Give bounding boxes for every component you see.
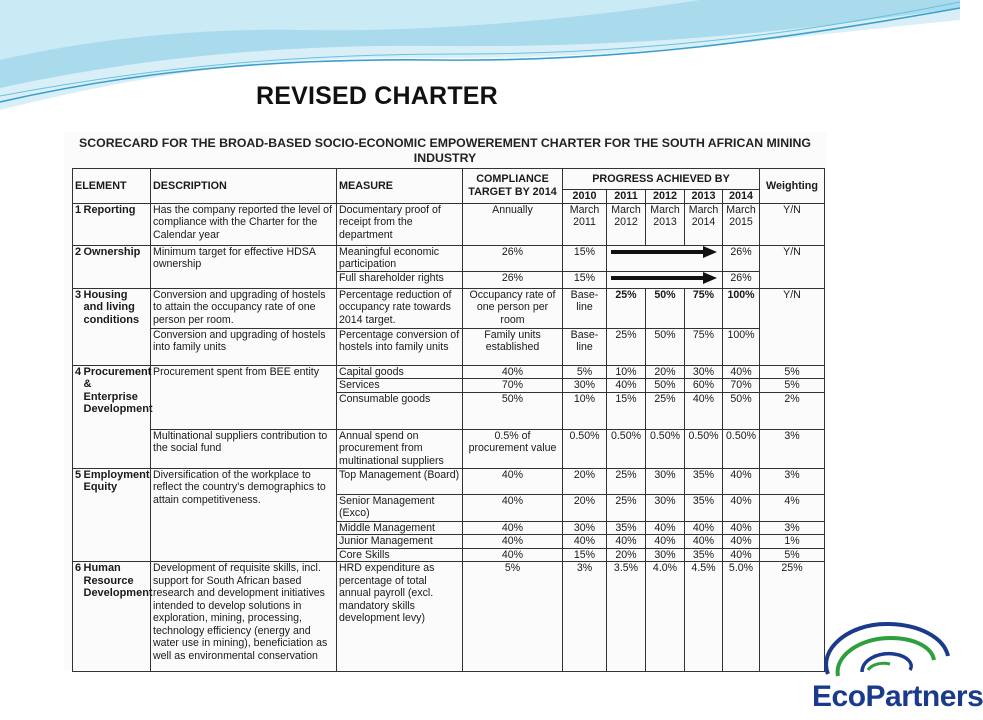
header-measure: MEASURE	[337, 169, 463, 204]
row-weighting: 3%	[760, 468, 825, 494]
row-value: 0.50%	[646, 429, 685, 468]
row-value: 40%	[685, 535, 723, 549]
row-value: 25%	[646, 392, 685, 429]
row-weighting: 1%	[760, 535, 825, 549]
row-description: Development of requisite skills, incl. support for South African based research and development initiatives intended to develop solutions in exploration, mining, processing, technology efficiency (energy and water use in mining), beneficiation as well as environmental conservation	[151, 562, 337, 672]
row-measure: Core Skills	[337, 548, 463, 562]
row-value: 20%	[607, 548, 646, 562]
row-value: 10%	[607, 365, 646, 379]
section-number: 6	[73, 562, 82, 672]
header-compliance-target: COMPLIANCE TARGET BY 2014	[463, 169, 563, 204]
row-description: Conversion and upgrading of hostels to attain the occupancy rate of one person per room.	[151, 288, 337, 328]
row-value: 15%	[563, 271, 607, 288]
row-value: 40%	[685, 521, 723, 535]
document-title: SCORECARD FOR THE BROAD-BASED SOCIO-ECONOMIC EMPOWEREMENT CHARTER FOR THE SOUTH AFRICAN MINING INDUSTRY	[79, 136, 811, 165]
progress-arrow-cell	[607, 245, 723, 271]
table-row	[73, 328, 825, 365]
row-description: Multinational suppliers contribution to the social fund	[151, 429, 337, 468]
section-number: 5	[73, 468, 82, 562]
scorecard-table	[72, 168, 825, 672]
row-value: 75%	[685, 328, 723, 365]
row-value: 50%	[646, 379, 685, 393]
row-value: 5%	[563, 365, 607, 379]
row-value: 20%	[646, 365, 685, 379]
row-value: 25%	[607, 328, 646, 365]
row-value: 30%	[646, 494, 685, 521]
table-row	[73, 429, 825, 468]
row-description: Procurement spent from BEE entity	[151, 365, 337, 429]
header-weighting: Weighting	[760, 169, 825, 204]
row-value: 100%	[723, 288, 760, 328]
row-value: 4.5%	[685, 562, 723, 672]
table-row	[73, 203, 825, 245]
row-value: 40%	[646, 535, 685, 549]
year-header: 2013	[685, 190, 723, 204]
row-weighting: Y/N	[760, 288, 825, 365]
row-target: 40%	[463, 365, 563, 379]
row-value: 30%	[685, 365, 723, 379]
progress-arrow-icon	[609, 272, 719, 284]
row-value: 40%	[723, 468, 760, 494]
section-number: 1	[73, 203, 82, 245]
row-value: 15%	[563, 245, 607, 271]
row-target: 5%	[463, 562, 563, 672]
logo-wordmark: EcoPartners	[812, 680, 983, 713]
row-weighting: 5%	[760, 365, 825, 379]
row-value: 3%	[563, 562, 607, 672]
section-element: Procurement & Enterprise Development	[82, 365, 151, 468]
row-measure: Senior Management (Exco)	[337, 494, 463, 521]
row-description: Conversion and upgrading of hostels into family units	[151, 328, 337, 365]
row-measure: Full shareholder rights	[337, 271, 463, 288]
row-measure: Annual spend on procurement from multinational suppliers	[337, 429, 463, 468]
row-value: 25%	[607, 468, 646, 494]
row-weighting: 3%	[760, 429, 825, 468]
row-target: Family units established	[463, 328, 563, 365]
row-target: 40%	[463, 548, 563, 562]
row-value: 50%	[646, 288, 685, 328]
row-value: 0.50%	[607, 429, 646, 468]
row-value: March 2014	[685, 203, 723, 245]
row-value: 20%	[563, 468, 607, 494]
row-value: 40%	[723, 365, 760, 379]
row-value: 26%	[723, 245, 760, 271]
row-measure: Middle Management	[337, 521, 463, 535]
table-row	[73, 562, 825, 672]
row-value: 40%	[723, 548, 760, 562]
row-value: Base-line	[563, 288, 607, 328]
row-weighting: 5%	[760, 379, 825, 393]
table-row	[73, 245, 825, 271]
year-header: 2014	[723, 190, 760, 204]
row-value: 4.0%	[646, 562, 685, 672]
table-header-row	[73, 169, 825, 190]
row-measure: Percentage conversion of hostels into family units	[337, 328, 463, 365]
row-target: 40%	[463, 468, 563, 494]
section-element: Housing and living conditions	[82, 288, 151, 365]
row-value: 5.0%	[723, 562, 760, 672]
row-weighting: 4%	[760, 494, 825, 521]
row-value: 0.50%	[563, 429, 607, 468]
row-target: 70%	[463, 379, 563, 393]
row-measure: HRD expenditure as percentage of total annual payroll (excl. mandatory skills development levy)	[337, 562, 463, 672]
row-target: 0.5% of procurement value	[463, 429, 563, 468]
row-weighting: Y/N	[760, 203, 825, 245]
row-value: 40%	[607, 535, 646, 549]
section-element: Employment Equity	[82, 468, 151, 562]
section-element: Reporting	[82, 203, 151, 245]
row-measure: Services	[337, 379, 463, 393]
row-value: 0.50%	[723, 429, 760, 468]
row-measure: Capital goods	[337, 365, 463, 379]
row-weighting: 3%	[760, 521, 825, 535]
row-value: 50%	[646, 328, 685, 365]
section-element: Ownership	[82, 245, 151, 288]
row-measure: Top Management (Board)	[337, 468, 463, 494]
row-value: 20%	[563, 494, 607, 521]
row-value: 25%	[607, 288, 646, 328]
row-weighting: 2%	[760, 392, 825, 429]
section-number: 4	[73, 365, 82, 468]
row-value: March 2012	[607, 203, 646, 245]
row-value: 40%	[607, 379, 646, 393]
row-target: 40%	[463, 521, 563, 535]
header-progress: PROGRESS ACHIEVED BY	[563, 169, 760, 190]
row-value: 25%	[607, 494, 646, 521]
row-value: 35%	[607, 521, 646, 535]
row-target: 40%	[463, 535, 563, 549]
row-value: 40%	[723, 521, 760, 535]
row-value: 35%	[685, 548, 723, 562]
row-target: 26%	[463, 271, 563, 288]
header-description: DESCRIPTION	[151, 169, 337, 204]
progress-arrow-cell	[607, 271, 723, 288]
section-number: 3	[73, 288, 82, 365]
row-weighting: Y/N	[760, 245, 825, 288]
row-weighting: 25%	[760, 562, 825, 672]
year-header: 2010	[563, 190, 607, 204]
row-measure: Consumable goods	[337, 392, 463, 429]
row-measure: Meaningful economic participation	[337, 245, 463, 271]
row-description: Diversification of the workplace to reflect the country's demographics to attain competitiveness.	[151, 468, 337, 562]
scanned-scorecard-document	[64, 132, 826, 670]
row-value: 35%	[685, 494, 723, 521]
row-target: Annually	[463, 203, 563, 245]
table-row	[73, 288, 825, 328]
row-value: 40%	[723, 535, 760, 549]
slide-title: REVISED CHARTER	[256, 82, 498, 110]
row-value: 70%	[723, 379, 760, 393]
row-value: 40%	[563, 535, 607, 549]
row-value: 40%	[685, 392, 723, 429]
header-element: ELEMENT	[73, 169, 151, 204]
row-value: 0.50%	[685, 429, 723, 468]
row-target: 50%	[463, 392, 563, 429]
progress-arrow-icon	[609, 246, 719, 258]
row-value: 30%	[646, 548, 685, 562]
row-value: March 2013	[646, 203, 685, 245]
row-target: 40%	[463, 494, 563, 521]
row-value: 30%	[646, 468, 685, 494]
row-value: March 2011	[563, 203, 607, 245]
table-row	[73, 365, 825, 379]
row-value: 26%	[723, 271, 760, 288]
row-measure: Percentage reduction of occupancy rate towards 2014 target.	[337, 288, 463, 328]
row-value: 30%	[563, 521, 607, 535]
table-row	[73, 468, 825, 494]
year-header: 2012	[646, 190, 685, 204]
row-value: 100%	[723, 328, 760, 365]
row-weighting: 5%	[760, 548, 825, 562]
row-measure: Junior Management	[337, 535, 463, 549]
row-value: 40%	[646, 521, 685, 535]
row-value: 30%	[563, 379, 607, 393]
row-measure: Documentary proof of receipt from the department	[337, 203, 463, 245]
row-value: Base-line	[563, 328, 607, 365]
row-value: 50%	[723, 392, 760, 429]
row-description: Minimum target for effective HDSA ownership	[151, 245, 337, 288]
row-value: 3.5%	[607, 562, 646, 672]
row-value: 15%	[563, 548, 607, 562]
row-description: Has the company reported the level of compliance with the Charter for the Calendar year	[151, 203, 337, 245]
row-target: Occupancy rate of one person per room	[463, 288, 563, 328]
year-header: 2011	[607, 190, 646, 204]
row-value: 10%	[563, 392, 607, 429]
row-value: 35%	[685, 468, 723, 494]
section-number: 2	[73, 245, 82, 288]
row-value: 60%	[685, 379, 723, 393]
row-value: March 2015	[723, 203, 760, 245]
row-target: 26%	[463, 245, 563, 271]
row-value: 15%	[607, 392, 646, 429]
row-value: 40%	[723, 494, 760, 521]
section-element: Human Resource Development	[82, 562, 151, 672]
row-value: 75%	[685, 288, 723, 328]
